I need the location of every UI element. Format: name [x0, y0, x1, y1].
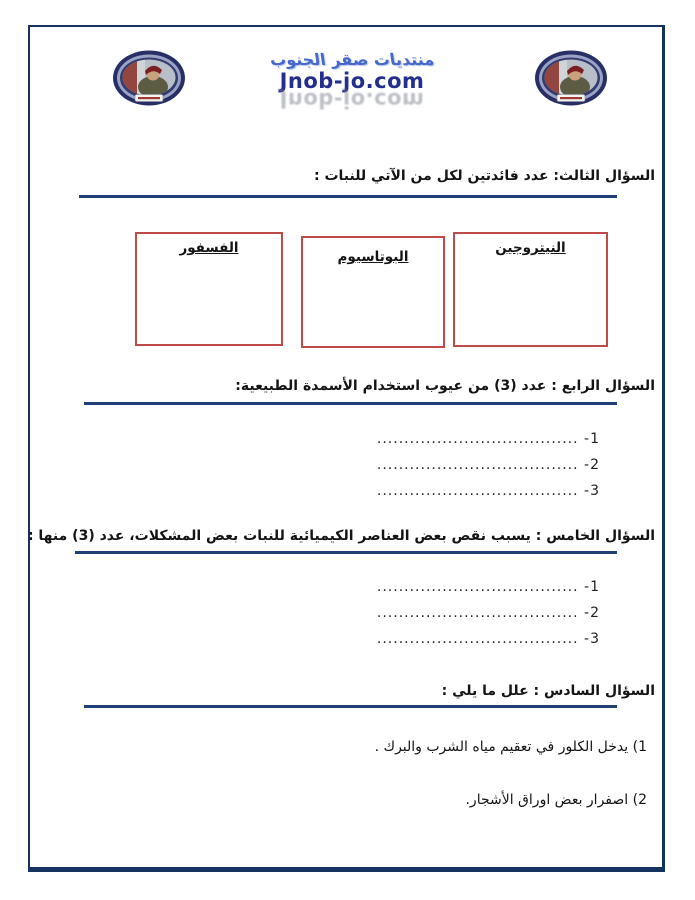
answer-box-nitrogen [453, 232, 608, 347]
blank-line: 1- ..................................... [376, 579, 600, 595]
blank-line: 2- ..................................... [376, 605, 600, 621]
site-url: Jnob-jo.com [279, 69, 425, 93]
forum-emblem-left-icon [112, 50, 186, 108]
site-header [212, 50, 492, 110]
question-6-item-1: 1) يدخل الكلور في تعقيم مياه الشرب والبرك . [374, 739, 647, 755]
question-3-divider [79, 195, 617, 198]
site-url-reflection: Jnob-jo.com [279, 88, 425, 112]
question-5-divider [75, 551, 617, 554]
question-3-heading: السؤال الثالث: عدد فائدتين لكل من الآتي للنبات : [313, 168, 655, 184]
blank-line: 3- ..................................... [376, 631, 600, 647]
answer-box-phosphorus [135, 232, 283, 346]
question-6-divider [84, 705, 617, 708]
answer-box-potassium-label: البوتاسيوم [337, 249, 409, 265]
question-6-heading: السؤال السادس : علل ما يلي : [441, 683, 655, 699]
question-4-heading: السؤال الرابع : عدد (3) من عيوب استخدام الأسمدة الطبيعية: [235, 378, 655, 394]
question-4-blanks [300, 426, 600, 504]
forum-emblem-right-icon [534, 50, 608, 108]
question-5-blanks [300, 574, 600, 652]
question-4-divider [84, 402, 617, 405]
answer-box-potassium [301, 236, 445, 348]
question-6-item-2: 2) اصفرار بعض اوراق الأشجار. [465, 792, 647, 808]
blank-line: 2- ..................................... [376, 457, 600, 473]
blank-line: 1- ..................................... [376, 431, 600, 447]
blank-line: 3- ..................................... [376, 483, 600, 499]
site-name-arabic: منتديات صقر الجنوب [268, 50, 436, 69]
answer-box-nitrogen-label: النيتروجين [495, 240, 566, 256]
answer-box-phosphorus-label: الفسفور [179, 240, 239, 256]
question-5-heading: السؤال الخامس : يسبب نقص بعض العناصر الكيميائية للنبات بعض المشكلات، عدد (3) منها : [27, 528, 655, 544]
